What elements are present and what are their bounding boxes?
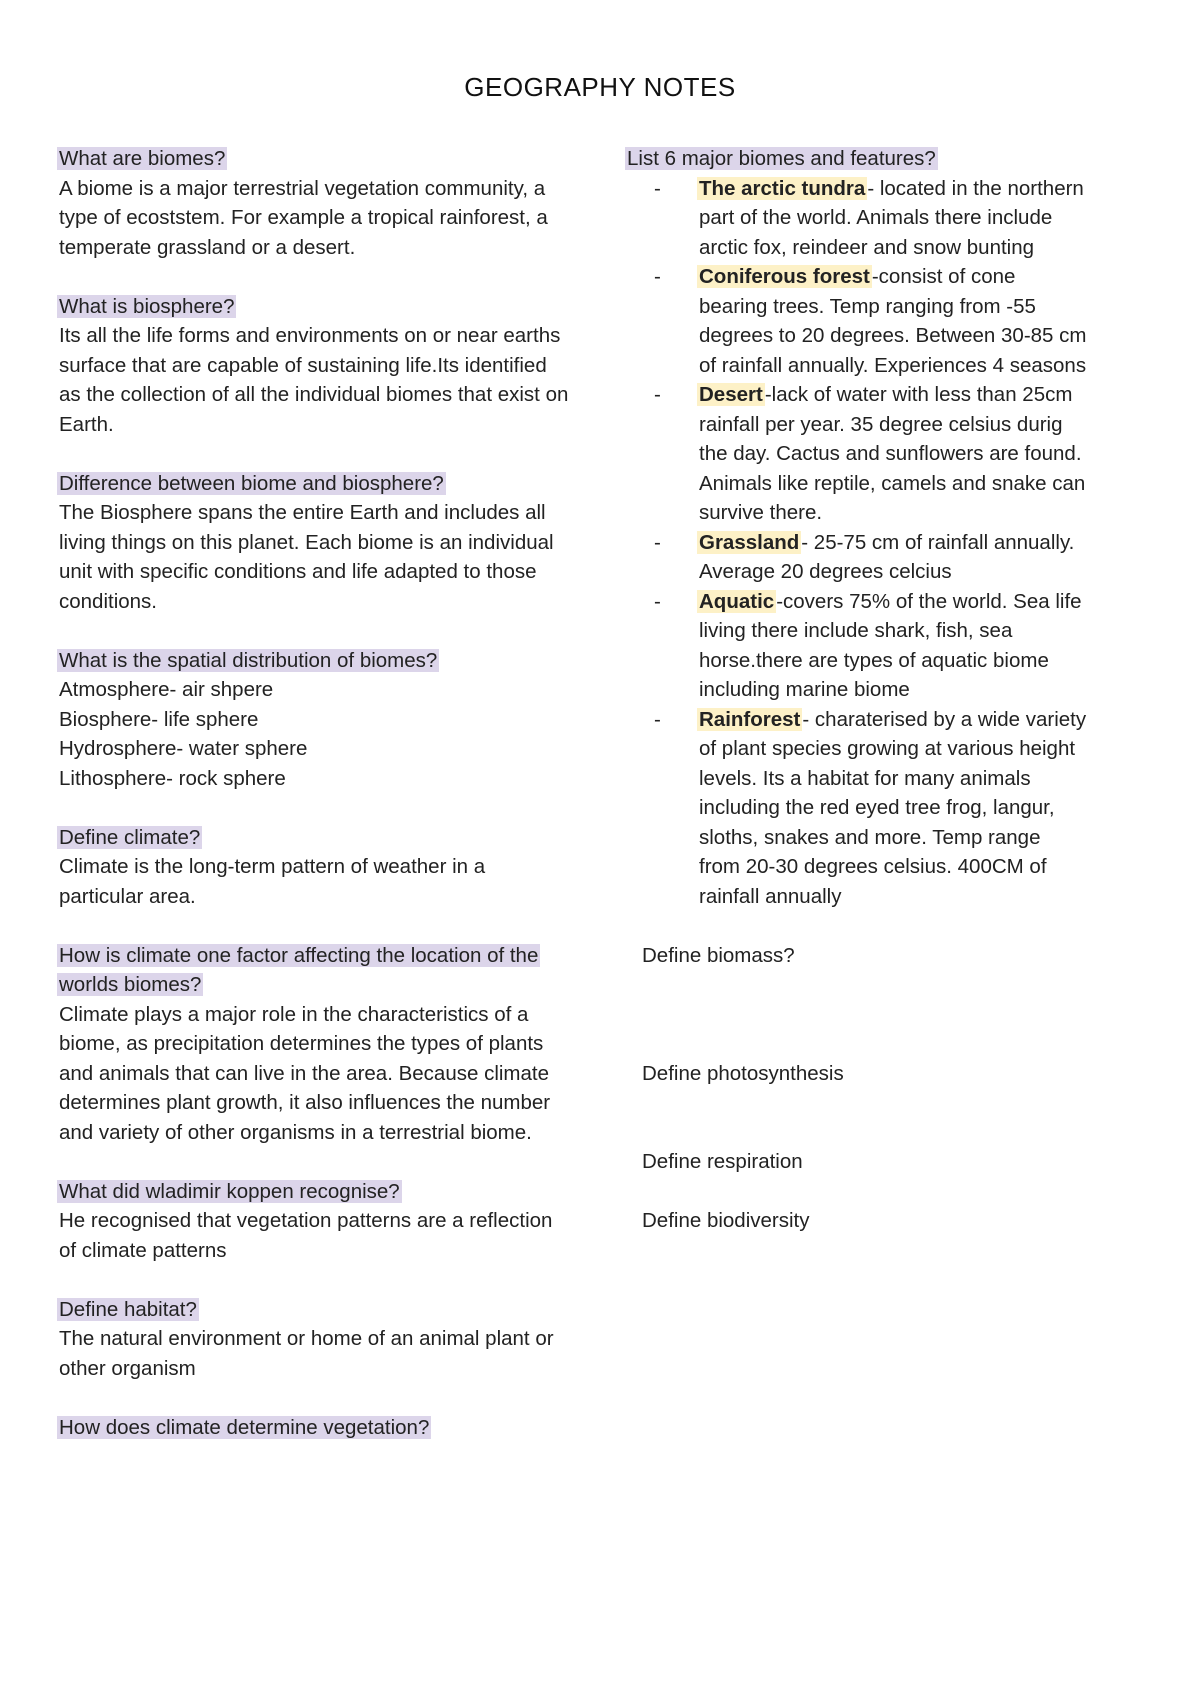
answer-text: Climate plays a major role in the characteristics of a biome, as precipitation determines the types of plants and animals that can live in the area. Because climate determines plant growth, it also influences the number and variety of other organisms in a terrestrial biome. — [59, 1002, 551, 1144]
answer-line: Biosphere- life sphere — [59, 707, 259, 731]
open-question: Define respiration — [642, 1150, 803, 1173]
biome-description: - 25-75 cm of rainfall annually. Average 20 degrees celcius — [699, 530, 1075, 583]
answer-line: Hydrosphere- water sphere — [59, 737, 308, 760]
biome-description: - charaterised by a wide variety of plant species growing at various height levels. Its a habitat for many animals including the red eyed tree frog, langur, sloths, snakes and more. Temp range from 20-30 degrees celsius. 400CM of rainfall annually — [699, 707, 1087, 908]
question-heading: What is biosphere? — [59, 294, 235, 318]
answer-line: Lithosphere- rock sphere — [59, 766, 286, 790]
biome-term: Rainforest — [699, 707, 801, 731]
list-item — [654, 705, 1087, 912]
qa-block-difference — [59, 469, 569, 617]
open-question: Define biodiversity — [642, 1209, 810, 1232]
biome-term: Desert — [699, 383, 763, 406]
left-column — [59, 144, 569, 1472]
qa-block-biosphere — [59, 292, 569, 440]
answer-line: Atmosphere- air shpere — [59, 678, 274, 701]
list-bullet: - — [654, 176, 661, 200]
biome-term: Coniferous forest — [699, 265, 870, 288]
question-heading: How is climate one factor affecting the location of the worlds biomes? — [59, 943, 539, 996]
question-heading: Define habitat? — [59, 1297, 197, 1321]
open-question: Define biomass? — [642, 943, 795, 967]
question-heading: Difference between biome and biosphere? — [59, 471, 444, 495]
qa-block-koppen — [59, 1177, 569, 1266]
qa-block-biomes — [59, 144, 569, 262]
right-column — [627, 144, 1087, 1236]
list-bullet: - — [654, 265, 661, 288]
biome-description: - located in the northern part of the world. Animals there include arctic fox, reindeer and snow bunting — [699, 176, 1084, 259]
list-item — [654, 262, 1087, 380]
biome-term: The arctic tundra — [699, 176, 866, 200]
list-bullet: - — [654, 530, 661, 554]
open-question: Define photosynthesis — [642, 1061, 844, 1085]
biome-term: Grassland — [699, 530, 800, 554]
biome-description: -lack of water with less than 25cm rainfall per year. 35 degree celsius durig the day. Cactus and sunflowers are found. Animals like reptile, camels and snake can survive there. — [699, 383, 1086, 524]
answer-text: The Biosphere spans the entire Earth and includes all living things on this planet. Each biome is an individual unit with specific conditions and life adapted to those conditions. — [59, 501, 554, 613]
question-heading: List 6 major biomes and features? — [627, 147, 936, 170]
question-heading: What are biomes? — [59, 147, 226, 170]
qa-block-spatial-distribution — [59, 646, 569, 794]
biome-term: Aquatic — [699, 589, 775, 613]
list-item — [654, 174, 1087, 263]
biome-list — [627, 174, 1087, 912]
list-item — [654, 380, 1087, 528]
list-bullet: - — [654, 589, 661, 613]
biome-description: -covers 75% of the world. Sea life living there include shark, fish, sea horse.there are types of aquatic biome including marine biome — [699, 589, 1082, 701]
answer-text: A biome is a major terrestrial vegetation community, a type of ecoststem. For example a tropical rainforest, a temperate grassland or a desert. — [59, 176, 548, 259]
answer-text: Its all the life forms and environments on or near earths surface that are capable of sustaining life.Its identified as the collection of all the individual biomes that exist on Earth. — [59, 324, 569, 436]
qa-block-climate-factor — [59, 941, 569, 1148]
list-item — [654, 587, 1087, 705]
question-heading: How does climate determine vegetation? — [59, 1415, 430, 1439]
qa-block-vegetation — [59, 1413, 569, 1443]
question-heading: What is the spatial distribution of biomes? — [59, 648, 438, 672]
list-bullet: - — [654, 383, 661, 406]
list-item — [654, 528, 1087, 587]
page-title: GEOGRAPHY NOTES — [464, 72, 736, 102]
answer-text: He recognised that vegetation patterns are a reflection of climate patterns — [59, 1209, 553, 1262]
question-heading: What did wladimir koppen recognise? — [59, 1179, 400, 1203]
list-bullet: - — [654, 707, 661, 731]
answer-text: The natural environment or home of an animal plant or other organism — [59, 1327, 554, 1380]
biome-description: -consist of cone bearing trees. Temp ranging from -55 degrees to 20 degrees. Between 30-85 cm of rainfall annually. Experiences 4 seasons — [699, 265, 1087, 377]
qa-block-climate — [59, 823, 569, 912]
answer-text: Climate is the long-term pattern of weather in a particular area. — [59, 855, 486, 908]
qa-block-habitat — [59, 1295, 569, 1384]
question-heading: Define climate? — [59, 825, 201, 849]
